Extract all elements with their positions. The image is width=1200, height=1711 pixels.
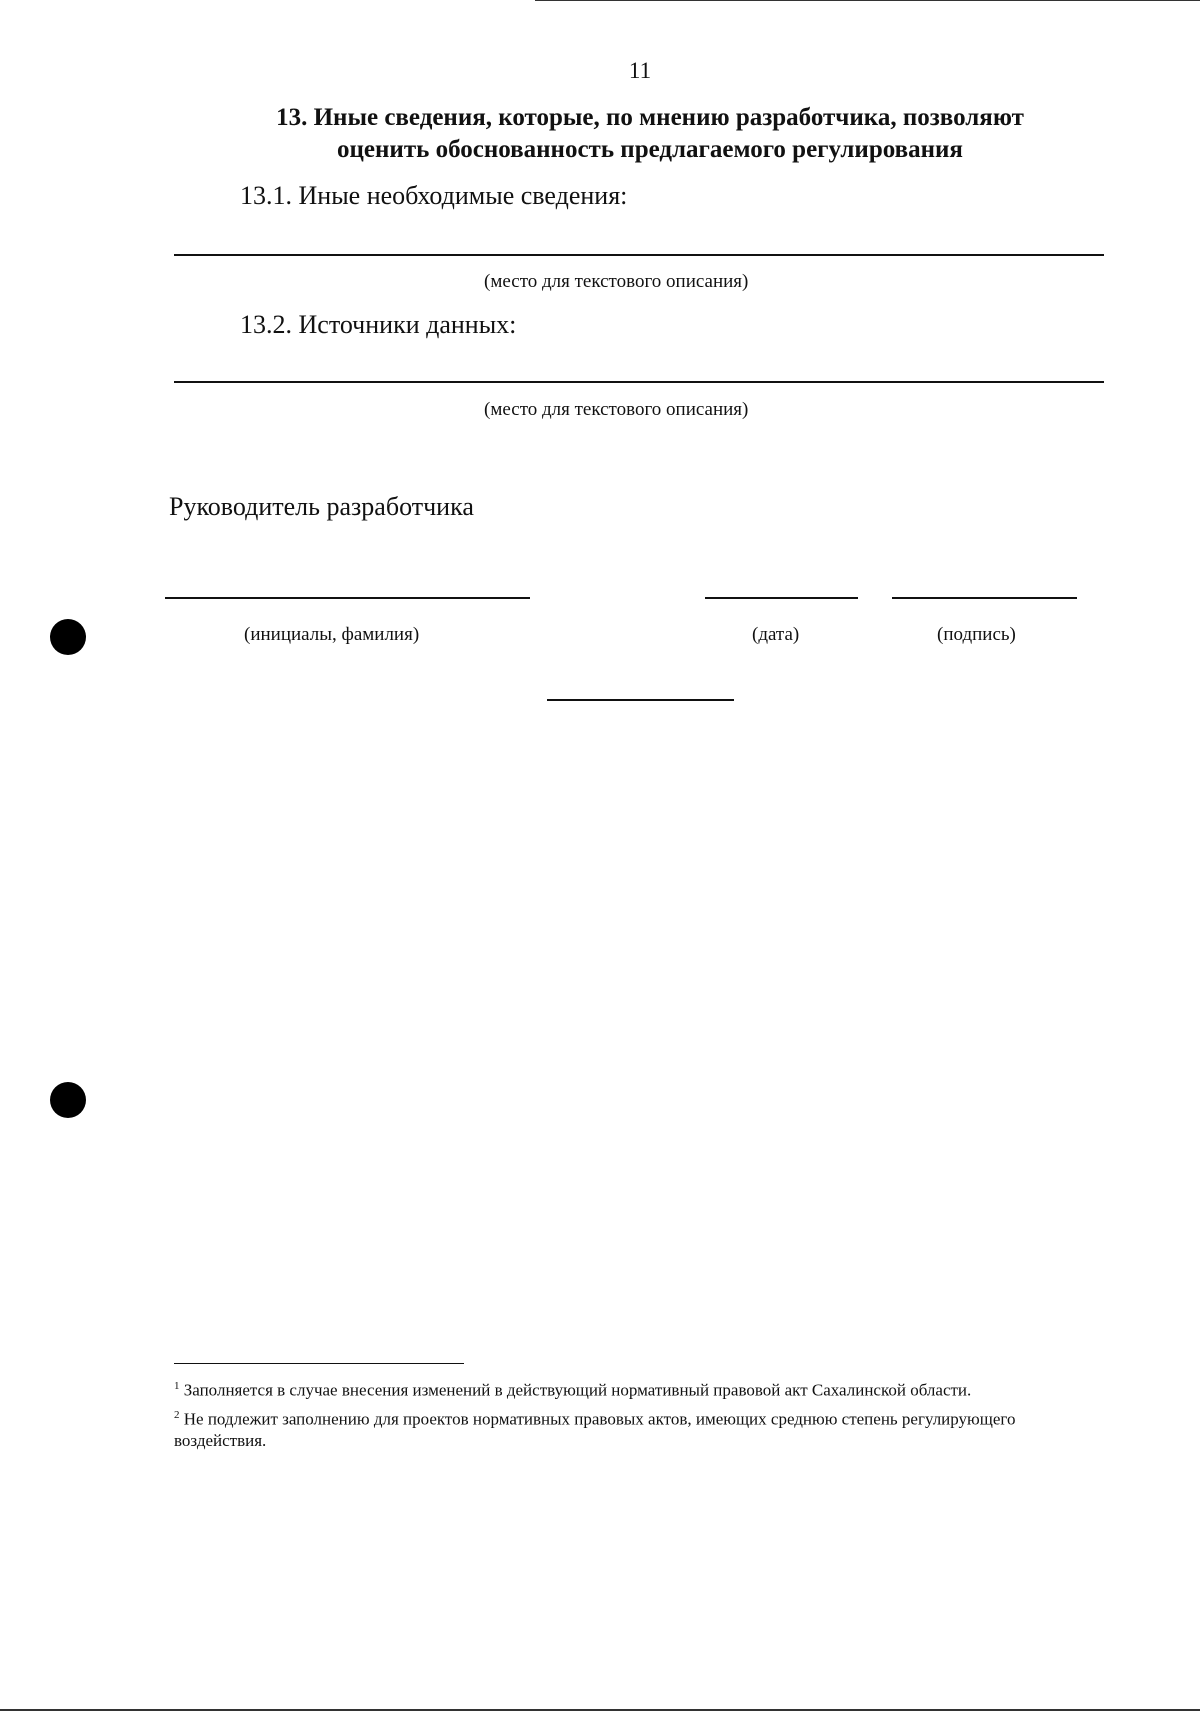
page-number: 11: [628, 58, 652, 83]
punch-hole-top: [50, 619, 86, 655]
item-13-2-line: [174, 381, 1104, 383]
end-separator: [547, 699, 734, 701]
date-line: [705, 597, 858, 599]
date-caption: (дата): [752, 624, 800, 645]
footnote-text: Заполняется в случае внесения изменений в действующий нормативный правовой акт Сахалинской области.: [183, 1380, 972, 1400]
scan-edge-top: [535, 0, 1200, 1]
signature-caption: (подпись): [937, 624, 1016, 645]
footnote-2: [174, 1404, 1054, 1453]
name-caption: (инициалы, фамилия): [244, 624, 420, 645]
item-13-1-placeholder: (место для текстового описания): [484, 271, 749, 292]
footnotes: [174, 1375, 1054, 1454]
punch-hole-bottom: [50, 1082, 86, 1118]
section-heading: [200, 102, 1100, 166]
item-13-2-placeholder: (место для текстового описания): [484, 399, 749, 420]
signature-line: [892, 597, 1077, 599]
item-13-1-line: [174, 254, 1104, 256]
footnote-1: [174, 1375, 1054, 1402]
footnote-text: Не подлежит заполнению для проектов нормативных правовых актов, имеющих среднюю степень регулирующего воздействия.: [174, 1409, 1016, 1451]
footnote-marker: 2: [174, 1408, 180, 1421]
section-heading-line2: оценить обоснованность предлагаемого регулирования: [337, 136, 963, 163]
name-line: [165, 597, 530, 599]
item-13-1-label: 13.1. Иные необходимые сведения:: [240, 181, 628, 210]
item-13-2-label: 13.2. Источники данных:: [240, 310, 517, 339]
footnote-marker: 1: [174, 1380, 180, 1392]
signer-title: Руководитель разработчика: [169, 492, 474, 521]
section-heading-line1: 13. Иные сведения, которые, по мнению разработчика, позволяют: [276, 104, 1024, 131]
footnote-separator: [174, 1363, 464, 1364]
